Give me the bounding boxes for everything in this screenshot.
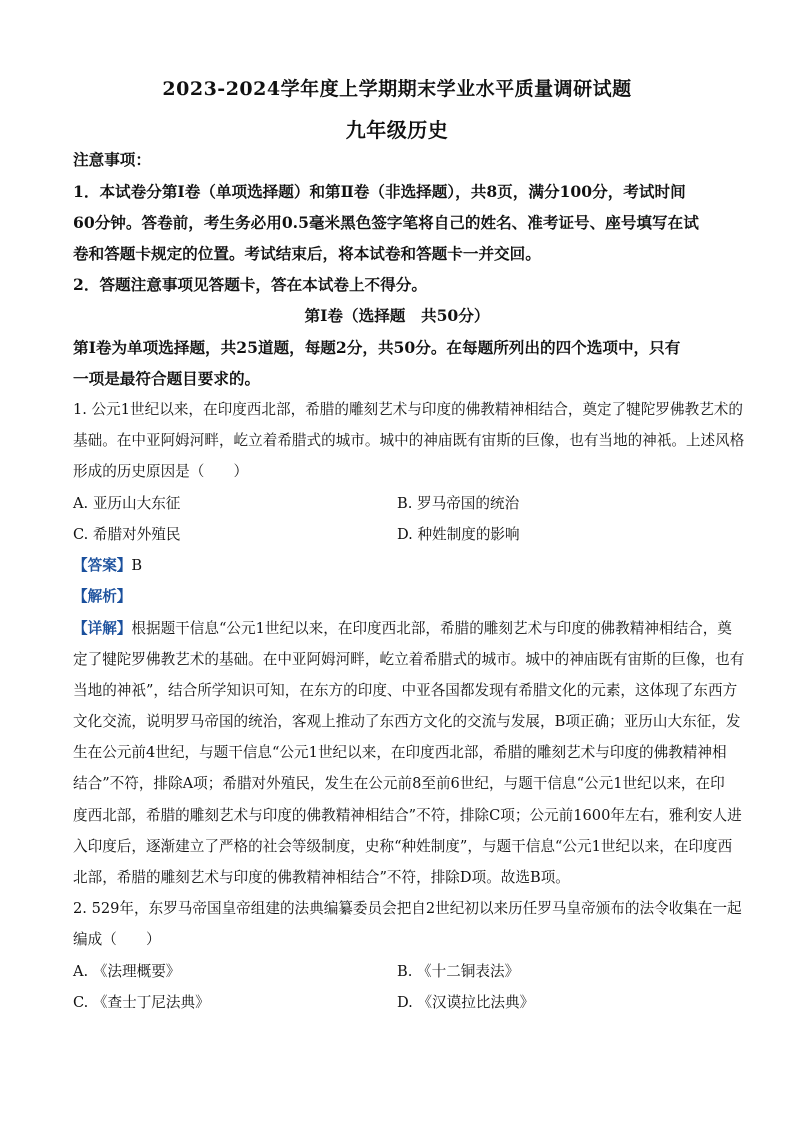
analysis-tag: 【解析】 <box>73 588 132 605</box>
question-1-option-a: A. 亚历山大东征 <box>73 495 181 512</box>
notice-heading: 注意事项： <box>73 150 151 169</box>
question-2-option-c: C. 《查士丁尼法典》 <box>73 994 210 1011</box>
detail-text: 根据题干信息“公元1世纪以来，在印度西北部，希腊的雕刻艺术与印度的佛教精神相结合，奠 <box>131 620 732 637</box>
notice-line: 60分钟。答卷前，考生务必用0.5毫米黑色签字笔将自己的姓名、准考证号、座号填写在试 <box>73 213 699 232</box>
question-1-stem: 基础。在中亚阿姆河畔，屹立着希腊式的城市。城中的神庙既有宙斯的巨像，也有当地的神祇。上述风格 <box>73 432 745 449</box>
question-1-analysis <box>73 587 723 607</box>
question-1-detail: 当地的神祇”，结合所学知识可知，在东方的印度、中亚各国都发现有希腊文化的元素，这体现了东西方 <box>73 682 738 699</box>
question-1-detail: 结合”不符，排除A项；希腊对外殖民，发生在公元前8至前6世纪，与题干信息“公元1世纪以来，在印 <box>73 775 725 792</box>
question-1-detail: 定了犍陀罗佛教艺术的基础。在中亚阿姆河畔，屹立着希腊式的城市。城中的神庙既有宙斯的巨像，也有 <box>73 651 745 668</box>
question-1-detail: 生在公元前4世纪，与题干信息“公元1世纪以来，在印度西北部，希腊的雕刻艺术与印度的佛教精神相 <box>73 744 727 761</box>
section-intro: 第Ⅰ卷为单项选择题，共25道题，每题2分，共50分。在每题所列出的四个选项中，只有 <box>73 338 681 357</box>
detail-tag: 【详解】 <box>73 620 132 637</box>
question-1-stem: 1. 公元1世纪以来，在印度西北部，希腊的雕刻艺术与印度的佛教精神相结合，奠定了犍陀罗佛教艺术的 <box>73 401 743 418</box>
notice-line: 1．本试卷分第Ⅰ卷（单项选择题）和第Ⅱ卷（非选择题），共8页，满分100分，考试时间 <box>73 182 686 201</box>
question-2-stem: 2. 529年，东罗马帝国皇帝组建的法典编纂委员会把自2世纪初以来历任罗马皇帝颁布的法令收集在一起 <box>73 900 742 917</box>
notice-line: 卷和答题卡规定的位置。考试结束后，将本试卷和答题卡一并交回。 <box>73 244 541 263</box>
question-1-option-c: C. 希腊对外殖民 <box>73 526 181 543</box>
question-1-detail: 度西北部，希腊的雕刻艺术与印度的佛教精神相结合”不符，排除C项；公元前1600年左右，雅利安人进 <box>73 807 742 824</box>
section-intro: 一项是最符合题目要求的。 <box>73 369 261 388</box>
question-2-stem: 编成（ ） <box>73 931 161 948</box>
question-1-option-d: D. 种姓制度的影响 <box>397 526 520 543</box>
exam-subject: 九年级历史 <box>345 118 449 142</box>
question-1-answer <box>73 556 723 576</box>
question-1-detail: 北部，希腊的雕刻艺术与印度的佛教精神相结合”不符，排除D项。故选B项。 <box>73 869 570 886</box>
question-2-option-d: D. 《汉谟拉比法典》 <box>397 994 535 1011</box>
question-1-option-b: B. 罗马帝国的统治 <box>397 495 520 512</box>
question-1-detail: 文化交流，说明罗马帝国的统治，客观上推动了东西方文化的交流与发展，B项正确；亚历山大东征，发 <box>73 713 741 730</box>
question-2-option-b: B. 《十二铜表法》 <box>397 963 520 980</box>
question-1-stem: 形成的历史原因是（ ） <box>73 463 249 480</box>
notice-line: 2．答题注意事项见答题卡，答在本试卷上不得分。 <box>73 275 427 294</box>
question-2-option-a: A. 《法理概要》 <box>73 963 181 980</box>
section-title: 第Ⅰ卷（选择题 共50分） <box>304 306 490 325</box>
answer-tag: 【答案】 <box>73 557 132 574</box>
question-1-detail <box>73 619 732 639</box>
question-1-detail: 入印度后，逐渐建立了严格的社会等级制度，史称“种姓制度”，与题干信息“公元1世纪以来，在印度西 <box>73 838 733 855</box>
answer-value: B <box>131 557 143 574</box>
exam-title: 2023-2024学年度上学期期末学业水平质量调研试题 <box>162 78 632 100</box>
